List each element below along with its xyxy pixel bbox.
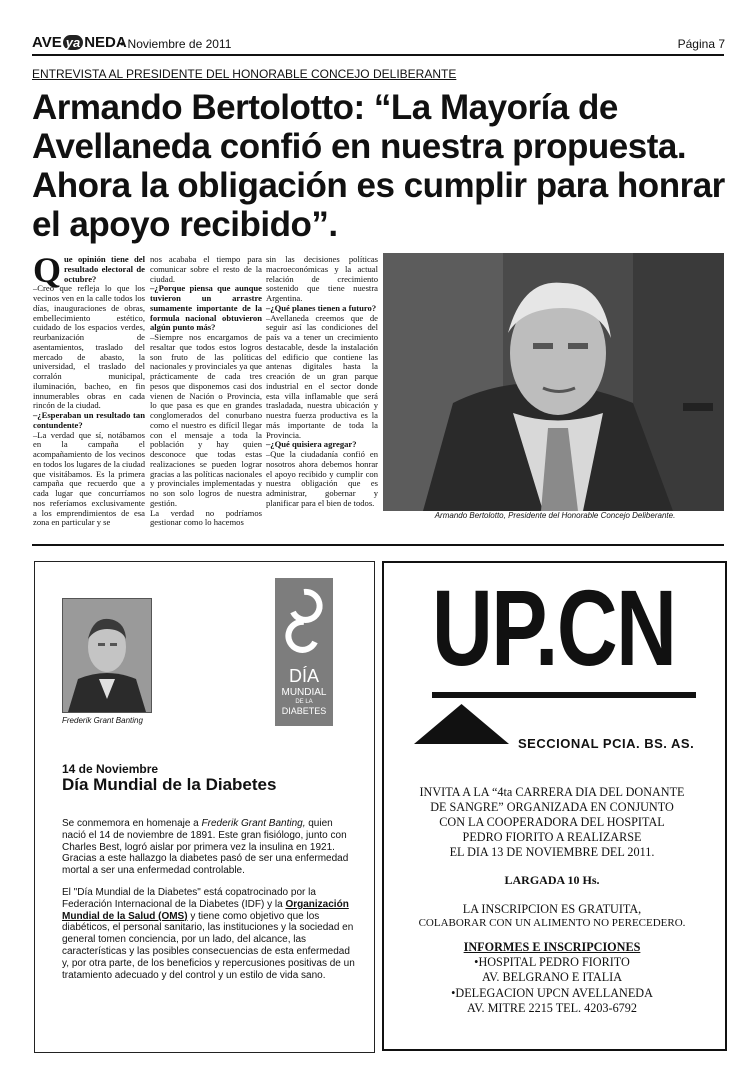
photo-caption: Armando Bertolotto, Presidente del Honorable Concejo Deliberante.: [434, 511, 676, 520]
answer: –Que la ciudadanía confió en nosotros ahora debemos honrar el apoyo recibido y cumplir con nuestra obligación que es administrar, gobernar y planificar para el bien de todos.: [266, 449, 378, 508]
question: –¿Qué planes tienen a futuro?: [266, 302, 377, 313]
invite-line: INVITA A LA “4ta CARRERA DIA DEL DONANTE: [419, 785, 685, 799]
diabetes-body: [62, 818, 357, 991]
question: –¿Esperaban un resultado tan contundente?: [33, 410, 145, 430]
banting-caption: Frederik Grant Banting: [62, 716, 143, 725]
invite-line: PEDRO FIORITO A REALIZARSE: [462, 830, 642, 844]
issue-date: • Noviembre de 2011: [120, 37, 232, 51]
body-text: y tiene como objetivo que los diabéticos, el personal sanitario, las instituciones y la sociedad en general tomen conciencia, por un lado, del alcance, las características y las posibles consecuencias de esta enfermedad y, por otra parte, de los beneficios y repercusiones positivas de un tratamiento adecuado y del control y un estilo de vida sano.: [62, 910, 355, 981]
upcn-invitation: [392, 785, 712, 860]
header-rule: [32, 54, 724, 56]
drop-cap: Q: [33, 250, 62, 290]
logo-text-diabetes: DIABETES: [281, 706, 327, 716]
info-title: INFORMES E INSCRIPCIONES: [463, 940, 641, 954]
invite-line: CON LA COOPERADORA DEL HOSPITAL: [439, 815, 665, 829]
answer: –Siempre nos encargamos de resaltar que todos estos logros son fruto de las políticas nacionales y provinciales ya que prácticamente de cada tres pesos que disponemos casi dos vienen de Nación o Provincia, lo que pasa es que en grandes conglomerados del conurbano como el nuestro es difícil llegar con el mensaje a toda la población y hay quien desconoce que todas estas realizaciones se pueden lograr gracias a las políticas nacionales y provinciales implementadas y no son solo logros de nuestra gestión.: [150, 332, 262, 508]
answer: nos acababa el tiempo para comunicar sobre el resto de la ciudad.: [150, 254, 262, 284]
section-kicker: ENTREVISTA AL PRESIDENTE DEL HONORABLE CONCEJO DELIBERANTE: [32, 67, 457, 81]
info-line: •DELEGACION UPCN AVELLANEDA: [451, 985, 653, 1000]
upcn-logo-bar: [432, 692, 696, 698]
oms-link[interactable]: Organización Mundial de la Salud (OMS): [62, 898, 349, 922]
info-line: AV. BELGRANO E ITALIA: [481, 970, 623, 985]
body-text: quien nació el 14 de noviembre de 1891. Este gran fisiólogo, junto con Charles Best, logró aislar por primera vez la insulina en 1921. Gracias a este hallazgo la diabetes pasó de ser una enfermedad mortal a ser una enfermedad controlable.: [62, 818, 349, 877]
article-column-3: [266, 255, 378, 509]
logo-part: NEDA: [84, 34, 127, 51]
article-column-1: [33, 250, 145, 528]
inscription-free: LA INSCRIPCION ES GRATUITA,: [462, 902, 642, 916]
invite-line: DE SANGRE” ORGANIZADA EN CONJUNTO: [430, 800, 674, 814]
answer: –La verdad que sí, notábamos en la campaña el acompañamiento de los vecinos en todos los lugares de la ciudad que visitábamos. Es la primera campaña que recuerdo que a cada lugar que concurríamos nos referíamos exclusivamente a los emprendimientos de esa zona en particular y se: [33, 429, 145, 528]
headline: Armando Bertolotto: “La Mayoría de Avellaneda confió en nuestra propuesta. Ahora la obligación es cumplir para honrar el apoyo recibido”.: [32, 88, 725, 244]
dia-mundial-logo: [275, 578, 333, 726]
info-line: •HOSPITAL PEDRO FIORITO: [474, 955, 630, 970]
newspaper-logo: [32, 34, 127, 51]
info-line: AV. MITRE 2215 TEL. 4203-6792: [467, 1000, 637, 1015]
banting-illustration: [63, 599, 151, 712]
diabetes-date: 14 de Noviembre: [62, 762, 159, 776]
answer: –Avellaneda creemos que de seguir así las condiciones del país va a tener un crecimiento destacable, desde la instalación del edificio que contiene las antenas digitales hasta la creación de un gran parque industrial en el sector donde esta villa inflamable que será trasladada, nuestra ubicación y nuestra fuerza productiva es la más importante de toda la Provincia.: [266, 312, 378, 440]
info-block: [392, 940, 712, 1016]
banting-photo: [62, 598, 152, 713]
invite-line: EL DIA 13 DE NOVIEMBRE DEL 2011.: [449, 845, 655, 859]
body-text: El "Día Mundial de la Diabetes" está copatrocinado por la Federación Internacional de la Diabetes (IDF) y la: [62, 886, 316, 910]
section-rule: [32, 544, 724, 546]
body-text: Se conmemora en homenaje a: [62, 818, 202, 829]
logo-text-dela: DE LA: [295, 699, 313, 705]
largada-time: LARGADA 10 Hs.: [504, 873, 600, 887]
inscription-note: [392, 902, 712, 930]
diabetes-title: Día Mundial de la Diabetes: [62, 775, 277, 794]
diabetes-logo-icon: [275, 578, 333, 726]
logo-text-dia: DÍA: [288, 666, 320, 686]
logo-part: ya: [63, 35, 83, 50]
upcn-seccional: SECCIONAL PCIA. BS. AS.: [518, 736, 695, 751]
upcn-logo: UP.CN: [432, 567, 676, 688]
bertolotto-photo: [383, 253, 724, 511]
logo-part: AVE: [32, 34, 62, 51]
logo-text-mundial: MUNDIAL: [281, 687, 327, 698]
portrait-illustration: [383, 253, 724, 511]
banting-name: Frederik Grant Banting,: [201, 818, 306, 829]
answer: La verdad no podríamos gestionar como lo hacemos: [150, 507, 262, 528]
question: ue opinión tiene del resultado electoral de octubre?: [64, 254, 145, 284]
answer: –Creo que refleja lo que los vecinos ven en la calle todos los días, inauguraciones de obras, embellecimiento estético, cuidado de los espacios verdes, reurbanización de asentamientos, traslado del mercado de abasto, la universidad, el traslado del corralón municipal, iluminación, bacheo, en fin innumerables obras en cada rincón de la ciudad.: [33, 283, 145, 411]
question: –¿Porque piensa que aunque tuvieron un arrastre sumamente importante de la formula nacional obtuvieron algún punto más?: [150, 283, 262, 333]
inscription-donation: COLABORAR CON UN ALIMENTO NO PERECEDERO.: [418, 917, 686, 929]
question: –¿Qué quisiera agregar?: [266, 439, 357, 450]
page-number: Página 7: [677, 37, 725, 51]
article-column-2: [150, 255, 262, 528]
answer: sin las decisiones políticas macroeconómicas y la actual relación de crecimiento sostenido que tiene nuestra Argentina.: [266, 254, 378, 303]
